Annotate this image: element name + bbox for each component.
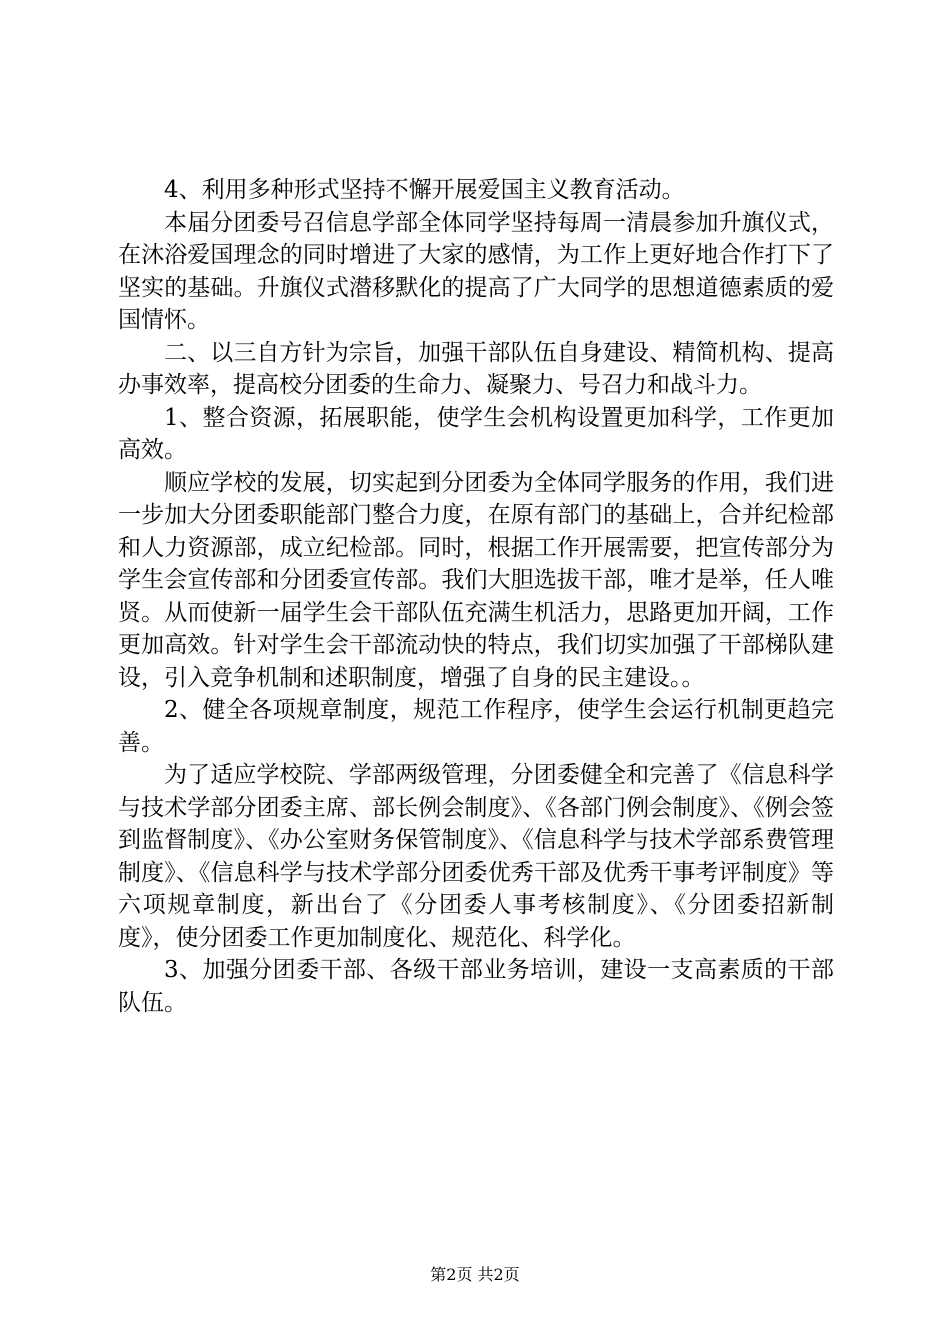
paragraph-item-2-heading: 2、健全各项规章制度，规范工作程序，使学生会运行机制更趋完善。	[118, 697, 834, 756]
paragraph-restructuring: 顺应学校的发展，切实起到分团委为全体同学服务的作用，我们进一步加大分团委职能部门整合力度，在原有部门的基础上，合并纪检部和人力资源部，成立纪检部。同时，根据工作开展需要，把宣传部分为学生会宣传部和分团委宣传部。我们大胆选拔干部，唯才是举，任人唯贤。从而使新一届学生会干部队伍充满生机活力，思路更加开阔，工作更加高效。针对学生会干部流动快的特点，我们切实加强了干部梯队建设，引入竞争机制和述职制度，增强了自身的民主建设。。	[118, 469, 834, 691]
paragraph-flag-ceremony: 本届分团委号召信息学部全体同学坚持每周一清晨参加升旗仪式，在沐浴爱国理念的同时增进了大家的感情，为工作上更好地合作打下了坚实的基础。升旗仪式潜移默化的提高了广大同学的思想道德素质的爱国情怀。	[118, 209, 834, 333]
document-body	[118, 174, 834, 1019]
paragraph-item-3-heading: 3、加强分团委干部、各级干部业务培训，建设一支高素质的干部队伍。	[118, 957, 834, 1016]
page-number-footer: 第2页 共2页	[430, 1265, 520, 1284]
paragraph-section-4-heading: 4、利用多种形式坚持不懈开展爱国主义教育活动。	[164, 177, 685, 203]
paragraph-regulations: 为了适应学校院、学部两级管理，分团委健全和完善了《信息科学与技术学部分团委主席、部长例会制度》、《各部门例会制度》、《例会签到监督制度》、《办公室财务保管制度》、《信息科学与技术学部系费管理制度》、《信息科学与技术学部分团委优秀干部及优秀干事考评制度》等六项规章制度，新出台了《分团委人事考核制度》、《分团委招新制度》，使分团委工作更加制度化、规范化、科学化。	[118, 762, 834, 951]
paragraph-section-two-heading: 二、以三自方针为宗旨，加强干部队伍自身建设、精简机构、提高办事效率，提高校分团委的生命力、凝聚力、号召力和战斗力。	[118, 339, 834, 398]
paragraph-item-1-heading: 1、整合资源，拓展职能，使学生会机构设置更加科学，工作更加高效。	[118, 404, 834, 463]
